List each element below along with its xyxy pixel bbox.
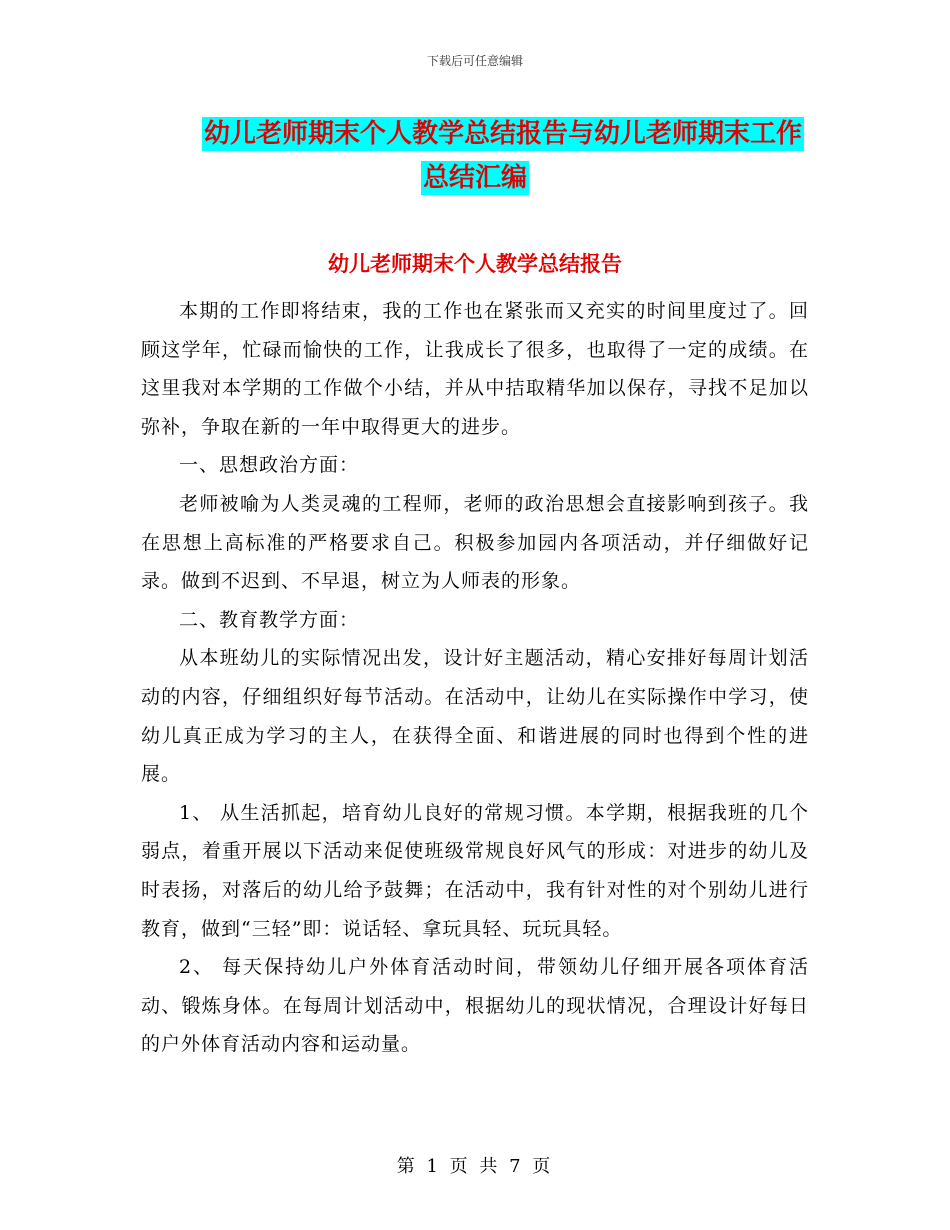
title-line-2-text: 总结汇编 bbox=[422, 163, 527, 193]
paragraph-teaching: 从本班幼儿的实际情况出发，设计好主题活动，精心安排好每周计划活动的内容，仔细组织好每节活动。在活动中，让幼儿在实际操作中学习，使幼儿真正成为学习的主人，在获得全面、和谐进展的同时也得到个性的进展。 bbox=[141, 647, 809, 786]
title-line-1 bbox=[140, 112, 810, 156]
paragraph-item-2: 2、 每天保持幼儿户外体育活动时间，带领幼儿仔细开展各项体育活动、锻炼身体。在每周计划活动中，根据幼儿的现状情况，合理设计好每日的户外体育活动内容和运动量。 bbox=[141, 956, 809, 1056]
header-note: 下载后可任意编辑 bbox=[426, 54, 523, 68]
section-title: 幼儿老师期末个人教学总结报告 bbox=[328, 252, 622, 276]
title-line-2 bbox=[140, 156, 810, 200]
document-title bbox=[140, 112, 810, 200]
heading-ideology: 一、思想政治方面： bbox=[179, 454, 360, 477]
heading-teaching: 二、教育教学方面： bbox=[179, 608, 360, 631]
paragraph-intro: 本期的工作即将结束，我的工作也在紧张而又充实的时间里度过了。回顾这学年，忙碌而愉快的工作，让我成长了很多，也取得了一定的成绩。在这里我对本学期的工作做个小结，并从中拮取精华加以保存，寻找不足加以弥补，争取在新的一年中取得更大的进步。 bbox=[141, 300, 809, 438]
body-text bbox=[141, 292, 809, 1064]
page-number: 第 1 页 共 7 页 bbox=[396, 1156, 554, 1177]
title-line-1-text: 幼儿老师期末个人教学总结报告与幼儿老师期末工作 bbox=[203, 119, 802, 149]
paragraph-item-1: 1、 从生活抓起，培育幼儿良好的常规习惯。本学期，根据我班的几个弱点，着重开展以下活动来促使班级常规良好风气的形成：对进步的幼儿及时表扬，对落后的幼儿给予鼓舞；在活动中，我有针对性的对个别幼儿进行教育，做到“三轻”即：说话轻、拿玩具轻、玩玩具轻。 bbox=[141, 801, 809, 940]
paragraph-ideology: 老师被喻为人类灵魂的工程师，老师的政治思想会直接影响到孩子。我在思想上高标准的严格要求自己。积极参加园内各项活动，并仔细做好记录。做到不迟到、不早退，树立为人师表的形象。 bbox=[141, 492, 809, 593]
